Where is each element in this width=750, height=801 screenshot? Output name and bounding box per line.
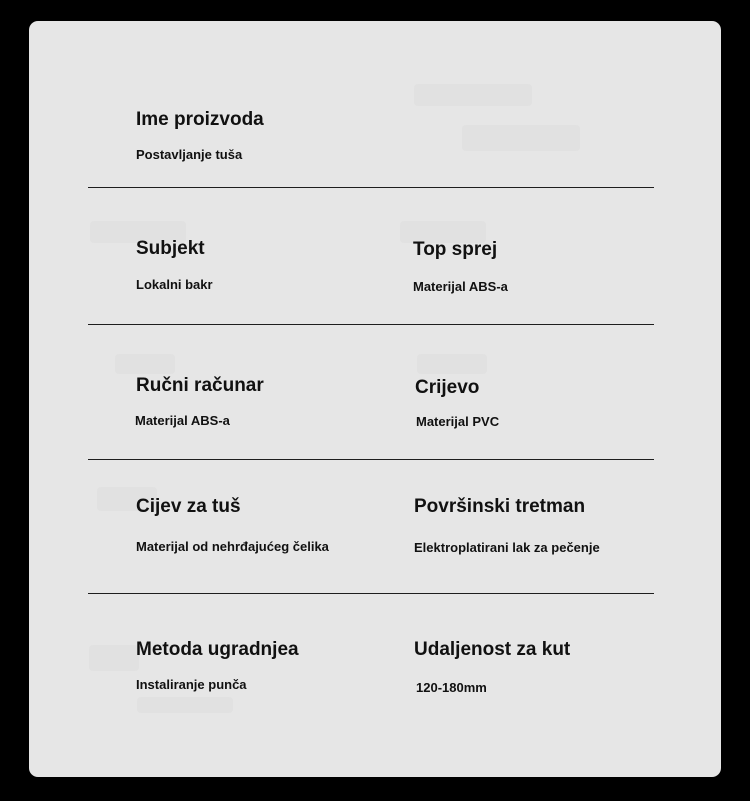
spec-handheld (136, 375, 264, 429)
divider (88, 593, 654, 594)
spec-surface-treatment (414, 496, 600, 556)
spec-label: Cijev za tuš (136, 496, 241, 517)
spec-value: Postavljanje tuša (136, 147, 243, 162)
spec-subject (136, 238, 213, 293)
background-artifact (115, 354, 175, 374)
spec-hose (415, 377, 499, 430)
spec-value: Materijal od nehrđajućeg čelika (136, 539, 329, 554)
spec-label: Crijevo (415, 377, 480, 398)
spec-label: Ručni računar (136, 375, 264, 396)
spec-value: Materijal PVC (416, 414, 500, 429)
spec-shower-pipe (136, 496, 329, 555)
spec-label: Subjekt (136, 238, 205, 259)
spec-card (29, 21, 721, 777)
background-artifact (414, 84, 532, 106)
spec-top-spray (413, 239, 508, 295)
background-artifact (89, 645, 139, 671)
divider (88, 324, 654, 325)
spec-label: Površinski tretman (414, 496, 586, 517)
spec-corner-distance (414, 639, 570, 696)
spec-label: Ime proizvoda (136, 109, 264, 130)
spec-value: 120-180mm (416, 680, 487, 695)
spec-product-name (136, 109, 264, 163)
spec-value: Lokalni bakr (136, 277, 213, 292)
spec-value: Instaliranje punča (136, 677, 247, 692)
spec-value: Materijal ABS-a (413, 279, 508, 294)
divider (88, 187, 654, 188)
spec-value: Materijal ABS-a (135, 413, 230, 428)
background-artifact (462, 125, 580, 151)
background-artifact (417, 354, 487, 374)
spec-label: Top sprej (413, 239, 498, 260)
spec-label: Metoda ugradnjea (136, 639, 299, 660)
background-artifact (137, 697, 233, 713)
divider (88, 459, 654, 460)
spec-label: Udaljenost za kut (414, 639, 571, 660)
spec-value: Elektroplatirani lak za pečenje (414, 540, 600, 555)
spec-install-method (136, 639, 299, 693)
